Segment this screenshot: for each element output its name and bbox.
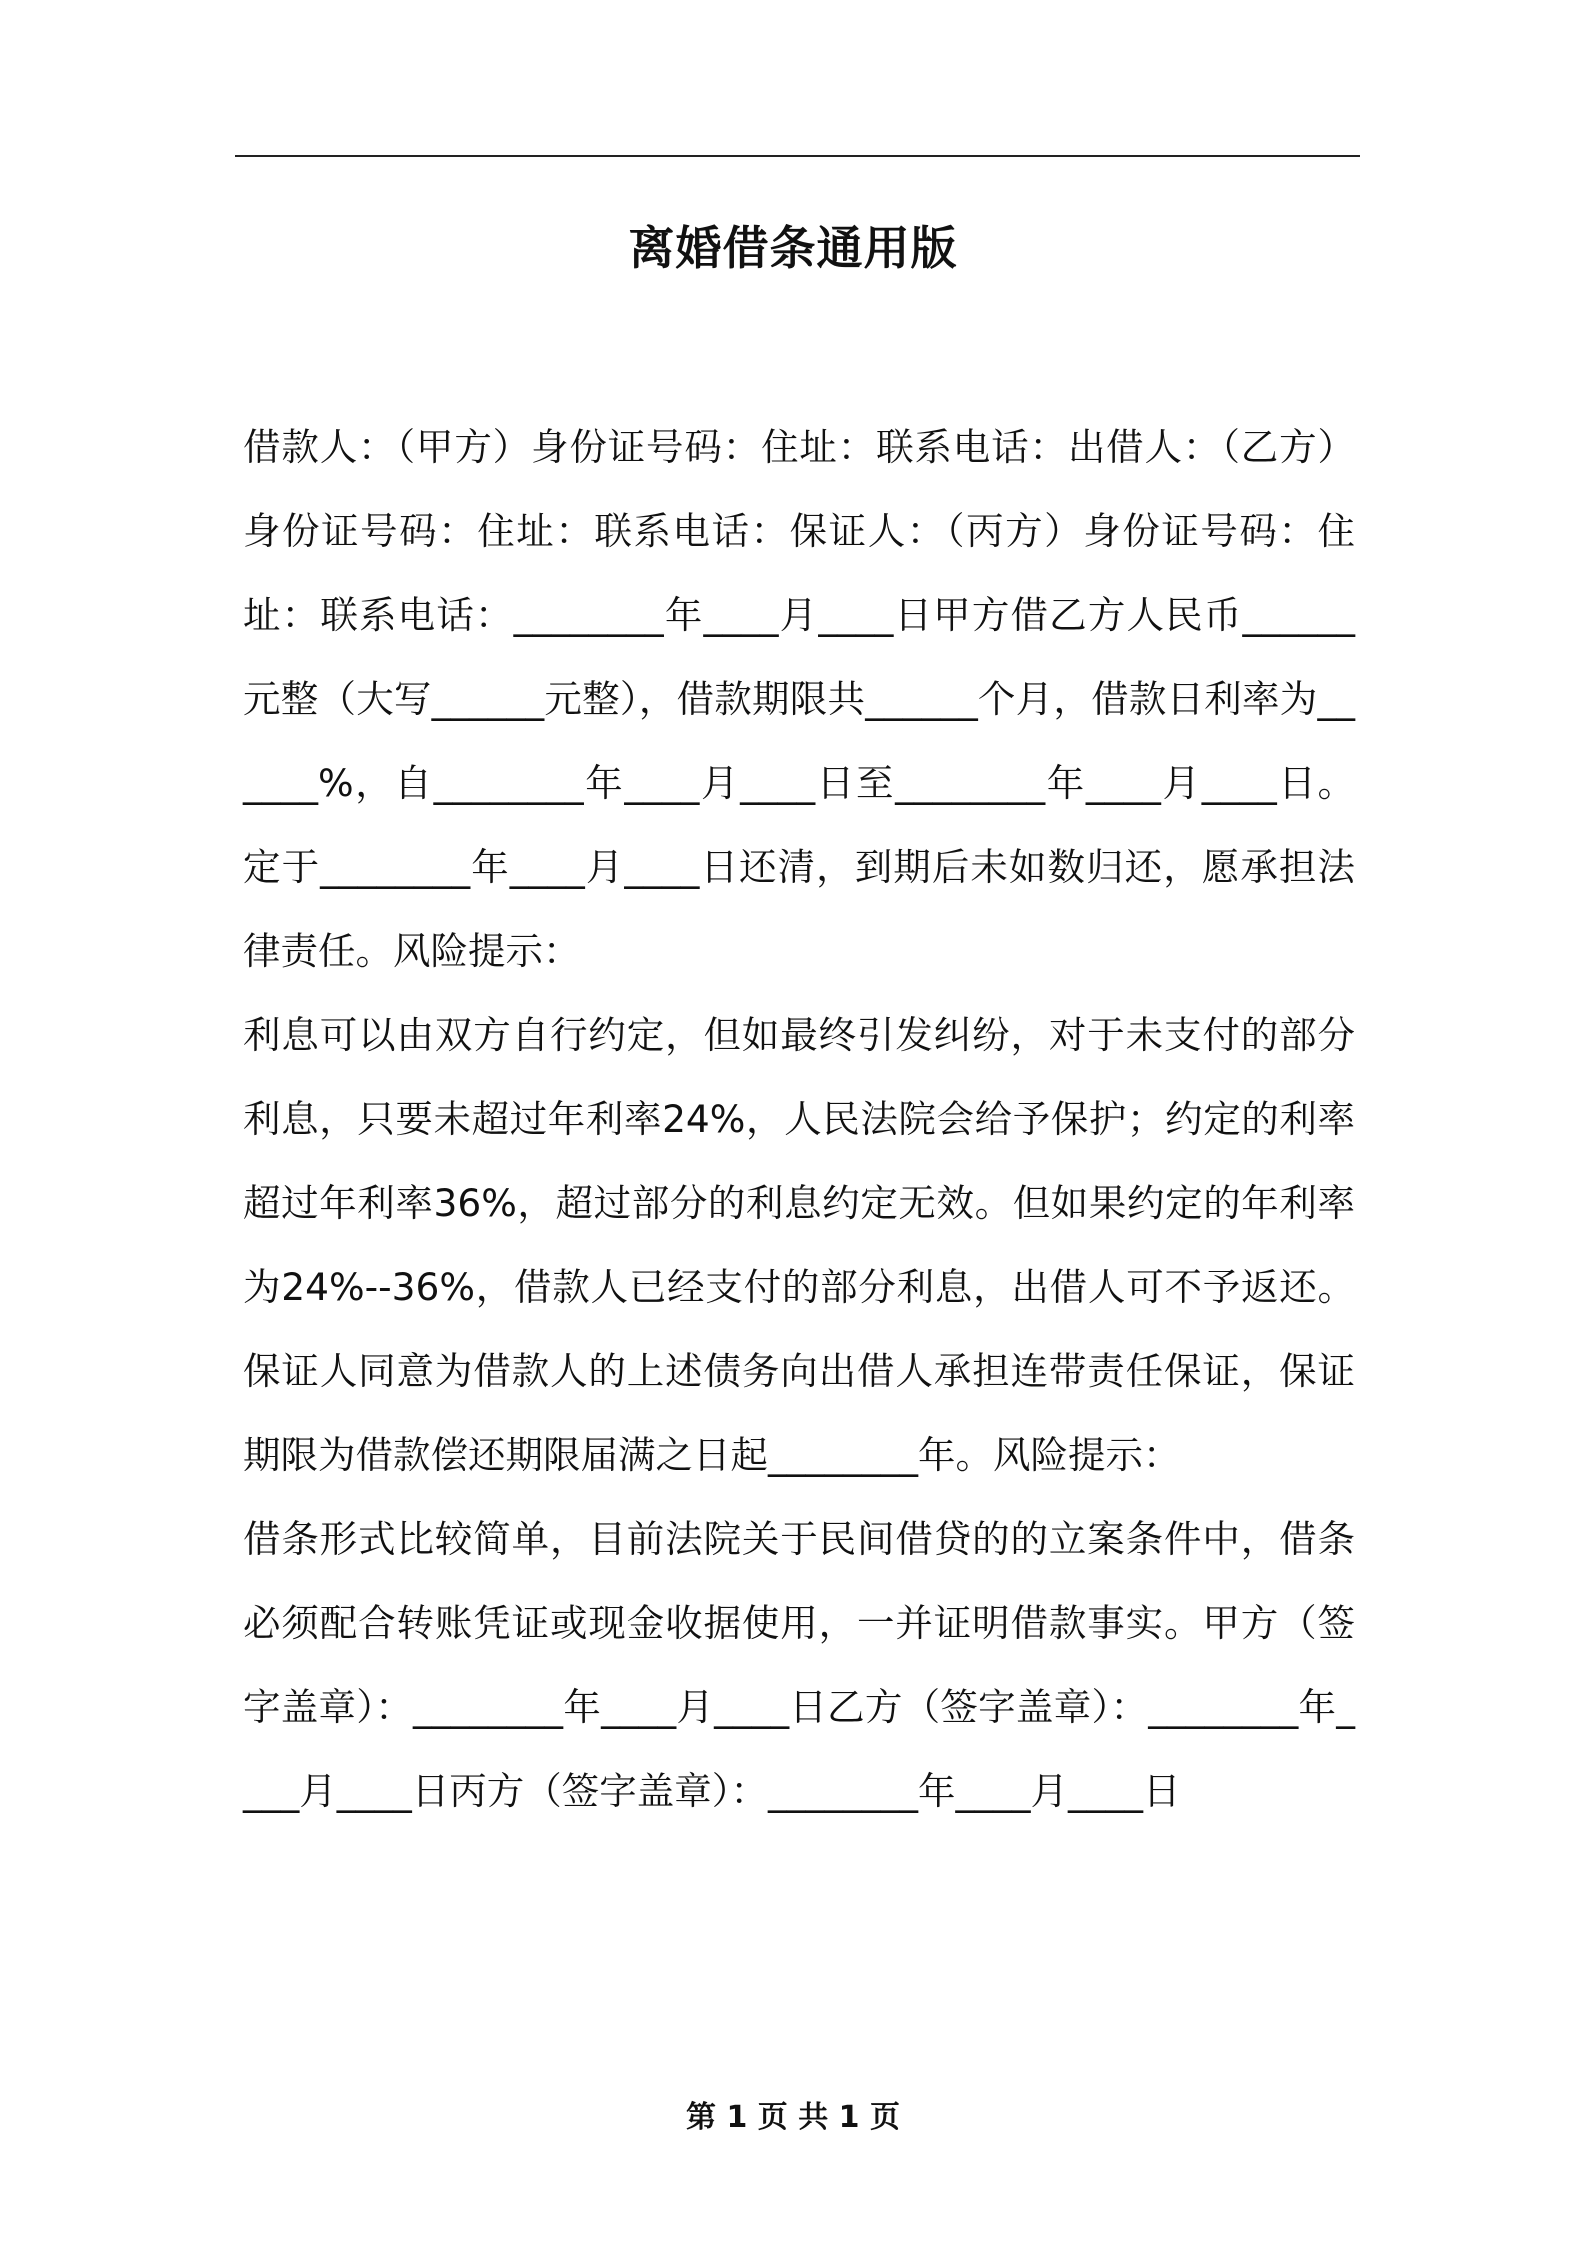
page-footer: 第 1 页 共 1 页 (686, 2100, 900, 2135)
paragraph-interest-guarantee: 利息可以由双方自行约定，但如最终引发纠纷，对于未支付的部分利息，只要未超过年利率24%，人民法院会给予保护；约定的利率超过年利率36%，超过部分的利息约定无效。但如果约定的年利率为24%--36%，借款人已经支付的部分利息，出借人可不予返还。保证人同意为借款人的上述债务向出借人承担连带责任保证，保证期限为借款偿还期限届满之日起________年。风险提示： (243, 1013, 1355, 1477)
document-body (243, 405, 1355, 1833)
document-title: 离婚借条通用版 (628, 221, 958, 275)
paragraph-signatures: 借条形式比较简单，目前法院关于民间借贷的的立案条件中，借条必须配合转账凭证或现金收据使用，一并证明借款事实。甲方（签字盖章）：________年____月____日乙方（签字盖章）：________年____月____日丙方（签字盖章）：________年____月____日 (243, 1517, 1355, 1813)
paragraph-loan-terms: 借款人：（甲方）身份证号码：住址：联系电话：出借人：（乙方）身份证号码：住址：联系电话：保证人：（丙方）身份证号码：住址：联系电话：________年____月____日甲方借乙方人民币______元整（大写______元整），借款期限共______个月，借款日利率为______%，自________年____月____日至________年____月____日。定于________年____月____日还清，到期后未如数归还，愿承担法律责任。风险提示： (243, 425, 1355, 973)
header-rule (235, 155, 1360, 157)
